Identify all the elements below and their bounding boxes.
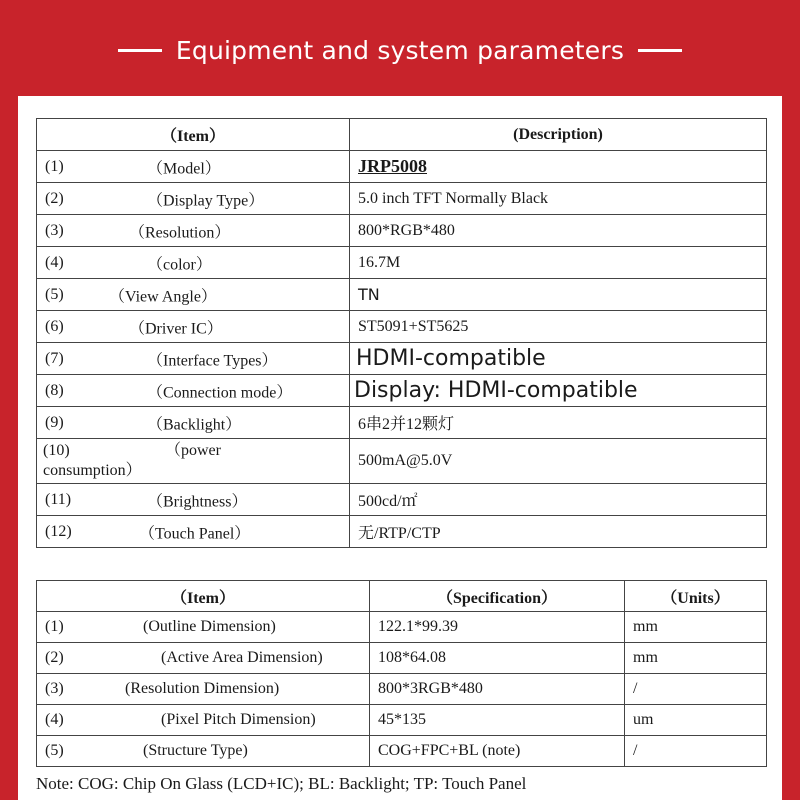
row-label: （power: [165, 442, 221, 459]
row-spec: 45*135: [370, 705, 625, 736]
header-item: （Item）: [37, 581, 370, 612]
row-number: (5): [45, 285, 64, 303]
row-label: (Structure Type): [143, 742, 248, 759]
row-label: （color）: [147, 256, 212, 273]
row-label: （Interface Types）: [147, 352, 278, 369]
row-number: (3): [45, 680, 64, 697]
table-row: [37, 215, 767, 247]
table-row: [37, 279, 767, 311]
row-value: 800*RGB*480: [350, 215, 767, 247]
table-row: [37, 705, 767, 736]
row-label: （Brightness）: [147, 493, 248, 510]
row-spec: COG+FPC+BL (note): [370, 736, 625, 767]
table-row: [37, 151, 767, 183]
table-row: [37, 343, 767, 375]
table-row: [37, 375, 767, 407]
row-value: HDMI-compatible: [350, 343, 767, 375]
row-label: （Touch Panel）: [139, 525, 251, 542]
row-number: (2): [45, 189, 64, 207]
row-units: mm: [625, 612, 767, 643]
row-number: (12): [45, 522, 72, 540]
row-label: （Model）: [147, 160, 221, 177]
header-item: （Item）: [37, 119, 350, 151]
description-table: [36, 118, 767, 548]
row-label: (Pixel Pitch Dimension): [161, 711, 316, 728]
row-number: (6): [45, 317, 64, 335]
left-dash: [118, 49, 162, 52]
header-units: （Units）: [625, 581, 767, 612]
row-spec: 108*64.08: [370, 643, 625, 674]
table-row: [37, 484, 767, 516]
row-number: (1): [45, 157, 64, 175]
row-value: ST5091+ST5625: [350, 311, 767, 343]
row-label: （Backlight）: [147, 416, 242, 433]
table-row: [37, 516, 767, 548]
table-header-row: [37, 119, 767, 151]
row-label: （Resolution）: [129, 224, 231, 241]
page-title: Equipment and system parameters: [175, 35, 625, 65]
row-value: 500cd/㎡: [350, 484, 767, 516]
page-header: [0, 0, 800, 100]
table-row: [37, 736, 767, 767]
table-header-row: [37, 581, 767, 612]
row-number: (9): [45, 413, 64, 431]
row-value: 500mA@5.0V: [350, 439, 767, 484]
row-number: (4): [45, 711, 64, 728]
row-number: (10): [43, 442, 70, 459]
table-row: [37, 674, 767, 705]
row-spec: 122.1*99.39: [370, 612, 625, 643]
row-value: 5.0 inch TFT Normally Black: [350, 183, 767, 215]
row-label: （Display Type）: [147, 192, 265, 209]
row-value: 6串2并12颗灯: [350, 407, 767, 439]
row-units: mm: [625, 643, 767, 674]
row-value: Display: HDMI-compatible: [350, 375, 767, 407]
row-number: (1): [45, 618, 64, 635]
header-description: (Description): [350, 119, 767, 151]
row-units: /: [625, 674, 767, 705]
table-row: [37, 439, 767, 484]
row-number: (4): [45, 253, 64, 271]
row-spec: 800*3RGB*480: [370, 674, 625, 705]
table-row: [37, 311, 767, 343]
row-number: (7): [45, 349, 64, 367]
row-value: 16.7M: [350, 247, 767, 279]
row-label: (Active Area Dimension): [161, 649, 323, 666]
row-number: (11): [45, 490, 72, 508]
row-label: （Connection mode）: [147, 384, 293, 401]
table-row: [37, 643, 767, 674]
row-label: （Driver IC）: [129, 320, 223, 337]
row-number: (5): [45, 742, 64, 759]
row-number: (3): [45, 221, 64, 239]
row-value: 无/RTP/CTP: [350, 516, 767, 548]
table-row: [37, 407, 767, 439]
table-row: [37, 247, 767, 279]
model-value: JRP5008: [358, 156, 427, 176]
specification-table: [36, 580, 767, 767]
table-row: [37, 612, 767, 643]
footnote: Note: COG: Chip On Glass (LCD+IC); BL: Backlight; TP: Touch Panel: [36, 774, 527, 793]
row-label-continued: consumption）: [43, 462, 142, 479]
table-row: [37, 183, 767, 215]
row-units: um: [625, 705, 767, 736]
row-units: /: [625, 736, 767, 767]
row-number: (8): [45, 381, 64, 399]
row-label: (Resolution Dimension): [125, 680, 280, 697]
right-dash: [638, 49, 682, 52]
header-specification: （Specification）: [370, 581, 625, 612]
row-label: (Outline Dimension): [143, 618, 276, 635]
content-panel: [18, 96, 782, 800]
row-label: （View Angle）: [109, 288, 217, 305]
row-number: (2): [45, 649, 64, 666]
row-value: TN: [350, 279, 767, 311]
